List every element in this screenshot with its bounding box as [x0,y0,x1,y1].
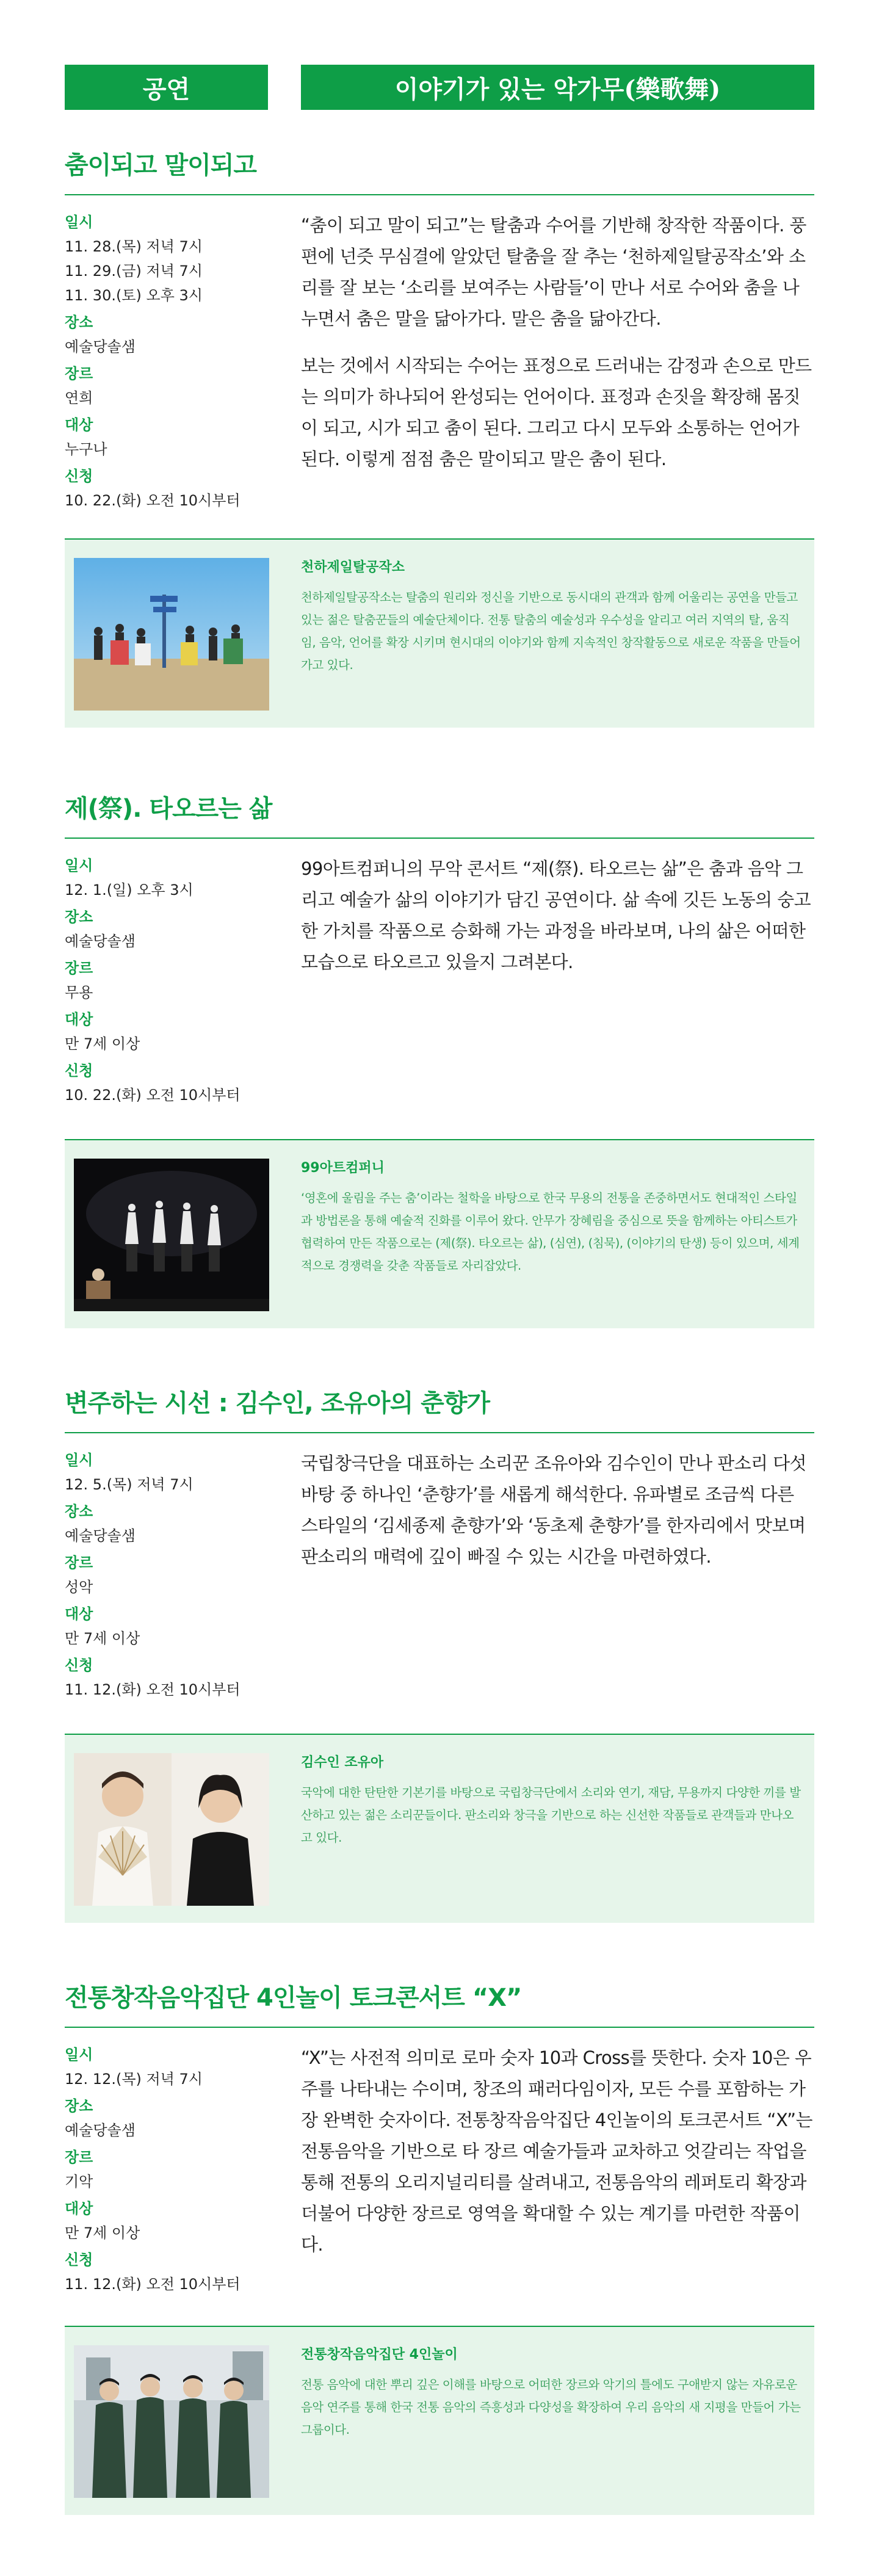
target-label: 대상 [65,416,93,433]
place-value: 예술당솔샘 [65,338,136,355]
program-title: 이야기가 있는 악가무(樂歌舞) [301,65,814,110]
genre-value: 무용 [65,984,93,1001]
genre-label: 장르 [65,960,93,977]
genre-value: 연희 [65,389,93,407]
date-label: 일시 [65,214,93,231]
artist-photo [74,1159,269,1311]
program-header [65,65,814,110]
divider [65,1432,814,1433]
place-label: 장소 [65,314,93,331]
artist-box [65,1139,814,1328]
date-label: 일시 [65,2046,93,2063]
genre-label: 장르 [65,365,93,382]
artist-name: 천하제일탈공작소 [301,560,405,575]
genre-label: 장르 [65,2149,93,2166]
apply-label: 신청 [65,1657,93,1674]
target-label: 대상 [65,1605,93,1623]
divider [65,194,814,195]
artist-description: ‘영혼에 울림을 주는 춤’이라는 철학을 바탕으로 한국 무용의 전통을 존중하면서도 현대적인 스타일과 방법론을 통해 예술적 진화를 이루어 왔다. 안무가 장혜림을 중심으로 뜻을 함께하는 아티스트가 협력하여 만든 작품으로는 (제(祭). 타오르는 삶), (심연), (침묵), (이야기의 탄생) 등이 있으며, 세계적으로 경쟁력을 갖춘 작품들로 자리잡았다. [301,1191,800,1273]
place-label: 장소 [65,908,93,925]
artist-photo [74,558,269,711]
artist-box [65,1734,814,1923]
show-title: 춤이되고 말이되고 [65,151,257,179]
description-paragraph: 99아트컴퍼니의 무악 콘서트 “제(祭). 타오르는 삶”은 춤과 음악 그리고 예술가 삶의 이야기가 담긴 공연이다. 삶 속에 깃든 노동의 숭고한 가치를 작품으로 승화해 가는 과정을 바라보며, 나의 삶은 어떠한 모습으로 타오르고 있을지 그려본다. [301,858,811,972]
show-title: 변주하는 시선 : 김수인, 조유아의 춘향가 [65,1389,490,1417]
genre-label: 장르 [65,1554,93,1571]
target-value: 누구나 [65,441,107,458]
show-description [301,1448,814,1588]
apply-value: 11. 12.(화) 오전 10시부터 [65,2276,241,2293]
target-value: 만 7세 이상 [65,1630,140,1647]
show-title: 전통창작음악집단 4인놀이 토크콘서트 “X” [65,1984,522,2012]
artist-description: 국악에 대한 탄탄한 기본기를 바탕으로 국립창극단에서 소리와 연기, 재담, 무용까지 다양한 끼를 발산하고 있는 젊은 소리꾼들이다. 판소리와 창극을 기반으로 하는 신선한 작품들로 관객들과 만나오고 있다. [301,1785,801,1845]
artist-description: 천하제일탈공작소는 탈춤의 원리와 정신을 기반으로 동시대의 관객과 함께 어울리는 공연을 만들고 있는 젊은 탈춤꾼들의 예술단체이다. 전통 탈춤의 예술성과 우수성을 알리고 여러 지역의 탈, 움직임, 음악, 언어를 확장 시키며 현시대의 이야기와 함께 지속적인 창작활동으로 새로운 작품을 만들어 가고 있다. [301,590,801,672]
place-label: 장소 [65,2097,93,2115]
apply-value: 10. 22.(화) 오전 10시부터 [65,492,241,509]
artist-description: 전통 음악에 대한 뿌리 깊은 이해를 바탕으로 어떠한 장르와 악기의 틀에도 구애받지 않는 자유로운 음악 연주를 통해 한국 전통 음악의 즉흥성과 다양성을 확장하여 우리 음악의 새 지평을 만들어 가는 그룹이다. [301,2378,801,2437]
description-paragraph: 보는 것에서 시작되는 수어는 표정으로 드러내는 감정과 손으로 만드는 의미가 하나되어 완성되는 언어이다. 표정과 손짓을 확장해 몸짓이 되고, 시가 되고 춤이 된다. 그리고 다시 모두와 소통하는 언어가 된다. 이렇게 점점 춤은 말이되고 말은 춤이 된다. [301,355,812,469]
show-info [65,853,272,1110]
place-value: 예술당솔샘 [65,933,136,950]
target-value: 만 7세 이상 [65,1035,140,1052]
apply-label: 신청 [65,468,93,485]
artist-photo [74,1753,269,1906]
artist-name: 김수인 조유아 [301,1755,384,1770]
date-value: 12. 5.(목) 저녁 7시 [65,1476,194,1493]
description-paragraph: 국립창극단을 대표하는 소리꾼 조유아와 김수인이 만나 판소리 다섯 바탕 중 하나인 ‘춘향가’를 새롭게 해석한다. 유파별로 조금씩 다른 스타일의 ‘김세종제 춘향가’와 ‘동초제 춘향가’를 한자리에서 맛보며 판소리의 매력에 깊이 빠질 수 있는 시간을 마련하였다. [301,1453,806,1567]
show-title: 제(祭). 타오르는 삶 [65,795,272,823]
apply-label: 신청 [65,2251,93,2268]
apply-value: 11. 12.(화) 오전 10시부터 [65,1681,241,1698]
artist-name: 전통창작음악집단 4인놀이 [301,2347,458,2362]
show-info [65,1448,272,1704]
date-value: 12. 12.(목) 저녁 7시 [65,2071,203,2088]
date-value: 11. 28.(목) 저녁 7시 11. 29.(금) 저녁 7시 11. 30.(토) 오후 3시 [65,238,203,304]
show-description [301,853,814,994]
date-label: 일시 [65,1452,93,1469]
category-tag: 공연 [65,65,268,110]
target-value: 만 7세 이상 [65,2224,140,2241]
apply-label: 신청 [65,1062,93,1079]
show-description [301,2042,814,2276]
show-info [65,2042,272,2299]
target-label: 대상 [65,1011,93,1028]
genre-value: 기악 [65,2173,93,2190]
artist-name: 99아트컴퍼니 [301,1160,385,1176]
divider [65,2027,814,2028]
date-label: 일시 [65,857,93,874]
artist-photo [74,2345,269,2498]
genre-value: 성악 [65,1579,93,1596]
description-paragraph: “춤이 되고 말이 되고”는 탈춤과 수어를 기반해 창작한 작품이다. 풍편에 넌즛 무심결에 알았던 탈춤을 잘 추는 ‘천하제일탈공작소’와 소리를 잘 보는 ‘소리를 보여주는 사람들’이 만나 서로 수어와 춤을 나누면서 춤은 말을 닮아가다. 말은 춤을 닮아간다. [301,215,806,329]
description-paragraph: “X”는 사전적 의미로 로마 숫자 10과 Cross를 뜻한다. 숫자 10은 우주를 나타내는 수이며, 창조의 패러다임이자, 모든 수를 포함하는 가장 완벽한 숫자이다. 전통창작음악집단 4인놀이의 토크콘서트 “X”는 전통음악을 기반으로 타 장르 예술가들과 교차하고 엇갈리는 작업을 통해 전통의 오리지널리티를 살려내고, 전통음악의 레퍼토리 확장과 더불어 다양한 장르로 영역을 확대할 수 있는 계기를 마련한 작품이다. [301,2047,812,2255]
target-label: 대상 [65,2200,93,2217]
apply-value: 10. 22.(화) 오전 10시부터 [65,1087,241,1104]
place-value: 예술당솔샘 [65,1527,136,1544]
date-value: 12. 1.(일) 오후 3시 [65,881,194,899]
artist-box [65,538,814,728]
place-value: 예술당솔샘 [65,2122,136,2139]
artist-box [65,2326,814,2515]
show-description [301,210,814,491]
divider [65,838,814,839]
place-label: 장소 [65,1503,93,1520]
show-info [65,210,272,515]
